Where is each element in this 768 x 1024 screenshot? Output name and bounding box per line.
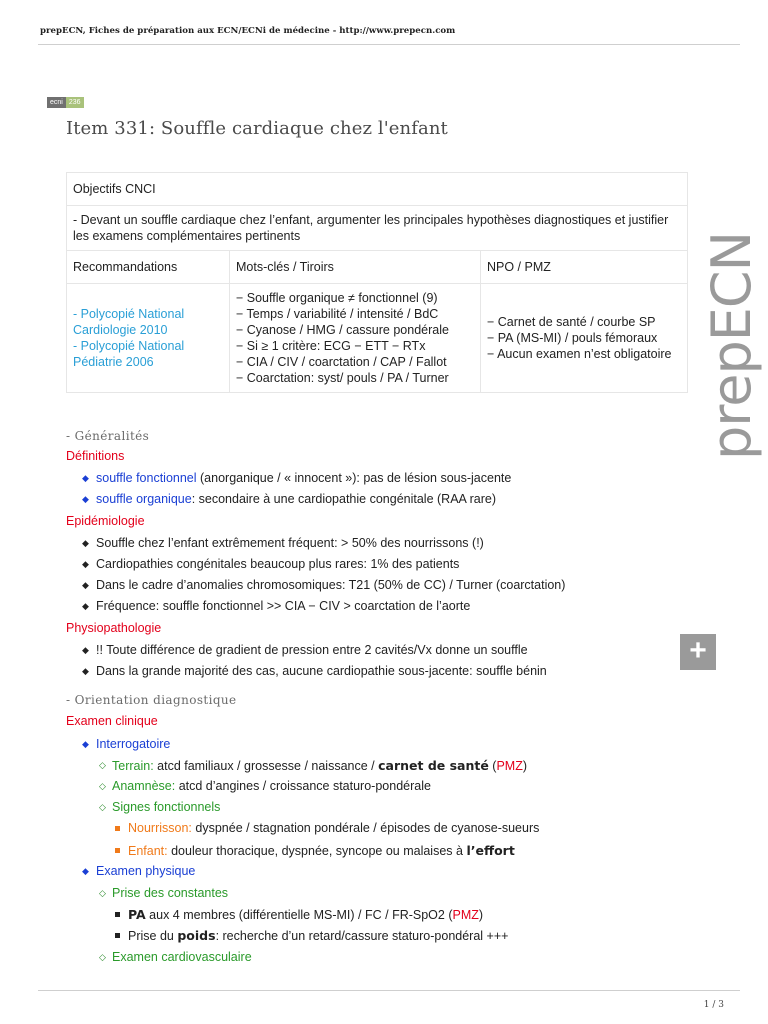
pmz-label: PMZ [452, 908, 479, 922]
tag-left: ecni [47, 97, 66, 108]
header-recommandations: Recommandations [67, 251, 230, 284]
header-npo-pmz: NPO / PMZ [481, 251, 688, 284]
reco-link-cardiologie[interactable]: - Polycopié National Cardiologie 2010 [73, 307, 185, 337]
list-item [99, 950, 252, 964]
list-item [82, 737, 171, 751]
keyword-item: − Coarctation: syst/ pouls / PA / Turner [236, 371, 449, 385]
definition-text: (anorganique / « innocent »): pas de lésion sous-jacente [196, 471, 512, 485]
list-item [82, 492, 497, 506]
header-divider [38, 44, 740, 45]
keywords-cell [230, 284, 481, 393]
npo-item: − Aucun examen n’est obligatoire [487, 347, 672, 361]
keyword-item: − Si ≥ 1 critère: ECG − ETT − RTx [236, 339, 426, 353]
page-title: Item 331: Souffle cardiaque chez l'enfant [66, 118, 448, 139]
cardio-label: Examen cardiovasculaire [112, 950, 252, 964]
diamond-bullet-icon: ◆ [82, 739, 89, 749]
anamnese-text: atcd d’angines / croissance staturo-pondérale [175, 779, 431, 793]
carnet-sante-text: carnet de santé [378, 758, 489, 773]
npo-item: − PA (MS-MI) / pouls fémoraux [487, 331, 658, 345]
page-number: 1 / 3 [703, 1000, 724, 1010]
keyword-item: − Souffle organique ≠ fonctionnel (9) [236, 291, 438, 305]
signes-fonctionnels-label: Signes fonctionnels [112, 800, 221, 814]
diamond-bullet-icon: ◆ [82, 601, 89, 611]
constantes-label: Prise des constantes [112, 886, 229, 900]
header-mots-cles: Mots-clés / Tiroirs [230, 251, 481, 284]
anamnese-label: Anamnèse: [112, 779, 176, 793]
list-item [82, 643, 528, 657]
list-item [128, 928, 508, 943]
keyword-item: − CIA / CIV / coarctation / CAP / Fallot [236, 355, 447, 369]
pa-detail-text: aux 4 membres (différentielle MS-MI) / FC / FR-SpO2 ( [145, 908, 453, 922]
npo-cell [481, 284, 688, 393]
circle-bullet-icon: ◇ [99, 760, 106, 770]
enfant-text: douleur thoracique, dyspnée, syncope ou malaises à [167, 844, 467, 858]
npo-item: − Carnet de santé / courbe SP [487, 315, 656, 329]
objectives-text: - Devant un souffle cardiaque chez l’enfant, argumenter les principales hypothèses diagnostiques et justifier les examens complémentaires pertinents [67, 206, 688, 251]
list-text: !! Toute différence de gradient de pression entre 2 cavités/Vx donne un souffle [96, 643, 528, 657]
list-item [99, 886, 229, 900]
list-item [82, 536, 484, 550]
reco-link-pediatrie[interactable]: - Polycopié National Pédiatrie 2006 [73, 339, 185, 369]
term-souffle-organique: souffle organique [96, 492, 192, 506]
list-item [82, 599, 471, 613]
keyword-item: − Cyanose / HMG / cassure pondérale [236, 323, 449, 337]
list-item [82, 864, 196, 878]
cat-definitions: Définitions [66, 449, 125, 463]
list-item [82, 578, 566, 592]
section-orientation: - Orientation diagnostique [66, 693, 237, 707]
poids-detail-text: : recherche d’un retard/cassure staturo-pondéral +++ [215, 929, 509, 943]
list-item: ◇ Terrain: atcd familiaux / grossesse / naissance / carnet de santé (PMZ) [99, 758, 528, 773]
page-header: prepECN, Fiches de préparation aux ECN/ECNi de médecine - http://www.prepecn.com [40, 26, 456, 36]
square-bullet-icon [115, 912, 120, 917]
brand-logo: prepECN [700, 231, 763, 460]
diamond-bullet-icon: ◆ [82, 559, 89, 569]
list-item [82, 664, 547, 678]
examen-physique-label: Examen physique [96, 864, 196, 878]
diamond-bullet-icon: ◆ [82, 538, 89, 548]
terrain-text: atcd familiaux / grossesse / naissance / [153, 759, 379, 773]
diamond-bullet-icon: ◆ [82, 866, 89, 876]
effort-text: l’effort [466, 843, 515, 858]
tag-right: 236 [66, 97, 84, 108]
enfant-label: Enfant: [128, 844, 168, 858]
definition-text: : secondaire à une cardiopathie congénitale (RAA rare) [191, 492, 497, 506]
nourrisson-text: dyspnée / stagnation pondérale / épisodes de cyanose-sueurs [191, 821, 540, 835]
objectives-heading: Objectifs CNCI [67, 173, 688, 206]
nourrisson-label: Nourrisson: [128, 821, 192, 835]
pmz-label: PMZ [496, 759, 523, 773]
list-item [99, 779, 431, 793]
list-text: Fréquence: souffle fonctionnel >> CIA − CIV > coarctation de l’aorte [96, 599, 471, 613]
circle-bullet-icon: ◇ [99, 888, 106, 898]
diamond-bullet-icon: ◆ [82, 666, 89, 676]
item-tag [47, 97, 84, 108]
square-bullet-icon [115, 933, 120, 938]
list-item: PA aux 4 membres (différentielle MS-MI) / FC / FR-SpO2 (PMZ) [128, 907, 483, 922]
section-generalites: - Généralités [66, 429, 150, 443]
list-text: Dans la grande majorité des cas, aucune cardiopathie sous-jacente: souffle bénin [96, 664, 547, 678]
poids-prefix: Prise du [128, 929, 178, 943]
list-item [82, 471, 512, 485]
diamond-bullet-icon: ◆ [82, 494, 89, 504]
square-bullet-icon [115, 848, 120, 853]
circle-bullet-icon: ◇ [99, 802, 106, 812]
diamond-bullet-icon: ◆ [82, 473, 89, 483]
plus-icon: + [680, 634, 716, 670]
keyword-item: − Temps / variabilité / intensité / BdC [236, 307, 439, 321]
cat-epidemiologie: Epidémiologie [66, 514, 145, 528]
circle-bullet-icon: ◇ [99, 952, 106, 962]
pa-text: PA [128, 907, 146, 922]
recommandations-cell [67, 284, 230, 393]
list-text: Dans le cadre d’anomalies chromosomiques: T21 (50% de CC) / Turner (coarctation) [96, 578, 566, 592]
list-item [82, 557, 460, 571]
list-item [128, 843, 515, 858]
list-item [128, 821, 539, 835]
terrain-label: Terrain: [112, 759, 154, 773]
term-souffle-fonctionnel: souffle fonctionnel [96, 471, 197, 485]
list-text: Souffle chez l’enfant extrêmement fréquent: > 50% des nourrissons (!) [96, 536, 484, 550]
objectives-table [66, 172, 688, 393]
diamond-bullet-icon: ◆ [82, 645, 89, 655]
cat-examen-clinique: Examen clinique [66, 714, 158, 728]
list-text: Cardiopathies congénitales beaucoup plus rares: 1% des patients [96, 557, 460, 571]
footer-divider [38, 990, 740, 991]
square-bullet-icon [115, 826, 120, 831]
list-item [99, 800, 221, 814]
poids-text: poids [177, 928, 216, 943]
circle-bullet-icon: ◇ [99, 781, 106, 791]
cat-physiopathologie: Physiopathologie [66, 621, 162, 635]
diamond-bullet-icon: ◆ [82, 580, 89, 590]
interrogatoire-label: Interrogatoire [96, 737, 171, 751]
